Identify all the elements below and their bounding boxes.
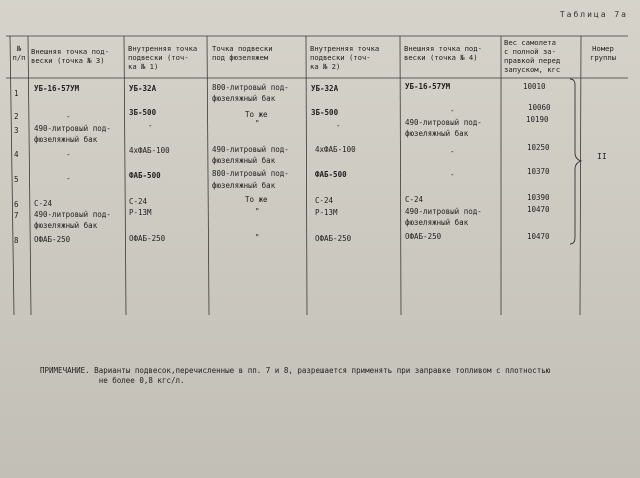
row-6-num: 6 — [14, 200, 19, 209]
row-8-inner-point-1: ОФАБ-250 — [129, 234, 166, 243]
header-outer-point-3: Внешняя точка под- вески (точка № 3) — [31, 47, 109, 65]
row-5-inner-point-2: ФАБ-500 — [315, 170, 347, 179]
row-6-inner-point-2: С-24 — [315, 196, 334, 205]
row-4-inner-point-1: 4хФАБ-100 — [129, 146, 170, 155]
row-5-inner-point-1: ФАБ-500 — [129, 171, 161, 180]
row-4-outer-point-3: - — [66, 150, 71, 159]
row-2-fuselage: То же — [245, 110, 268, 119]
row-7-weight: 10470 — [527, 205, 550, 214]
row-3-weight: 10190 — [526, 115, 549, 124]
row-4-inner-point-2: 4хФАБ-100 — [315, 145, 356, 154]
group-brace — [568, 77, 584, 247]
table-caption: Таблица 7а — [559, 10, 628, 19]
row-5-fuselage-line1: 800-литровый под- — [212, 169, 289, 178]
row-6-weight: 10390 — [527, 193, 550, 202]
row-2-outer-point-4: - — [450, 106, 455, 115]
row-2-outer-point-3: - — [66, 112, 71, 121]
row-7-num: 7 — [14, 211, 19, 220]
row-1-outer-point-4: УБ-16-57УМ — [405, 82, 451, 91]
row-6-outer-point-4: С-24 — [405, 195, 424, 204]
row-5-fuselage-line2: фюзеляжный бак — [212, 181, 276, 190]
row-6-inner-point-1: С-24 — [129, 197, 148, 206]
row-2-num: 2 — [14, 112, 19, 121]
row-7-outer-point-4-line1: 490-литровый под- — [405, 207, 482, 216]
row-1-weight: 10010 — [523, 82, 546, 91]
row-8-outer-point-4: ОФАБ-250 — [405, 232, 442, 241]
row-7-outer-point-3-line1: 490-литровый под- — [34, 210, 111, 219]
row-3-fuselage: " — [255, 119, 260, 128]
header-num: № п/п — [12, 44, 26, 62]
row-3-outer-point-3-line1: 490-литровый под- — [34, 124, 111, 133]
footnote: ПРИМЕЧАНИЕ. Варианты подвесок,перечисленные в пп. 7 и 8, разрешается применять при заправке топливом с плотностью не более 0,8 кгс/л. — [40, 366, 551, 385]
row-1-inner-point-2: УБ-32А — [311, 84, 339, 93]
header-group-number: Номер группы — [590, 44, 616, 62]
row-5-num: 5 — [14, 175, 19, 184]
row-1-outer-point-3: УБ-16-57УМ — [34, 84, 80, 93]
row-4-outer-point-4: - — [450, 147, 455, 156]
header-aircraft-weight: Вес самолета с полной за- правкой перед запуском, кгс — [504, 38, 561, 74]
row-7-outer-point-4-line2: фюзеляжный бак — [405, 218, 469, 227]
row-1-inner-point-1: УБ-32А — [129, 84, 157, 93]
row-5-outer-point-4: - — [450, 170, 455, 179]
row-4-fuselage-line2: фюзеляжный бак — [212, 156, 276, 165]
row-8-num: 8 — [14, 236, 19, 245]
row-3-inner-point-2: - — [336, 121, 341, 130]
row-7-fuselage: " — [255, 207, 260, 216]
row-4-weight: 10250 — [527, 143, 550, 152]
row-3-num: 3 — [14, 126, 19, 135]
row-1-num: 1 — [14, 89, 19, 98]
group-number: II — [597, 152, 607, 161]
header-fuselage-point: Точка подвески под фюзеляжем — [212, 44, 273, 62]
row-7-inner-point-2: Р-13М — [315, 208, 338, 217]
row-8-fuselage: " — [255, 233, 260, 242]
row-8-inner-point-2: ОФАБ-250 — [315, 234, 352, 243]
row-4-fuselage-line1: 490-литровый под- — [212, 145, 289, 154]
row-5-outer-point-3: - — [66, 174, 71, 183]
header-inner-point-2: Внутренняя точка подвески (точ- ка № 2) — [310, 44, 380, 71]
row-6-fuselage: То же — [245, 195, 268, 204]
row-3-outer-point-3-line2: фюзеляжный бак — [34, 135, 98, 144]
row-8-outer-point-3: ОФАБ-250 — [34, 235, 71, 244]
row-4-num: 4 — [14, 150, 19, 159]
row-2-inner-point-2: ЗБ-500 — [311, 108, 339, 117]
row-5-weight: 10370 — [527, 167, 550, 176]
row-7-inner-point-1: Р-13М — [129, 208, 152, 217]
row-2-inner-point-1: ЗБ-500 — [129, 108, 157, 117]
row-2-weight: 10060 — [528, 103, 551, 112]
row-8-weight: 10470 — [527, 232, 550, 241]
header-inner-point-1: Внутренняя точка подвески (точ- ка № 1) — [128, 44, 198, 71]
row-3-inner-point-1: - — [148, 121, 153, 130]
row-3-outer-point-4-line1: 490-литровый под- — [405, 118, 482, 127]
row-1-fuselage-line2: фюзеляжный бак — [212, 94, 276, 103]
row-1-fuselage-line1: 800-литровый под- — [212, 83, 289, 92]
row-3-outer-point-4-line2: фюзеляжный бак — [405, 129, 469, 138]
row-7-outer-point-3-line2: фюзеляжный бак — [34, 221, 98, 230]
row-6-outer-point-3: С-24 — [34, 199, 53, 208]
header-outer-point-4: Внешняя точка под- вески (точка № 4) — [404, 44, 482, 62]
